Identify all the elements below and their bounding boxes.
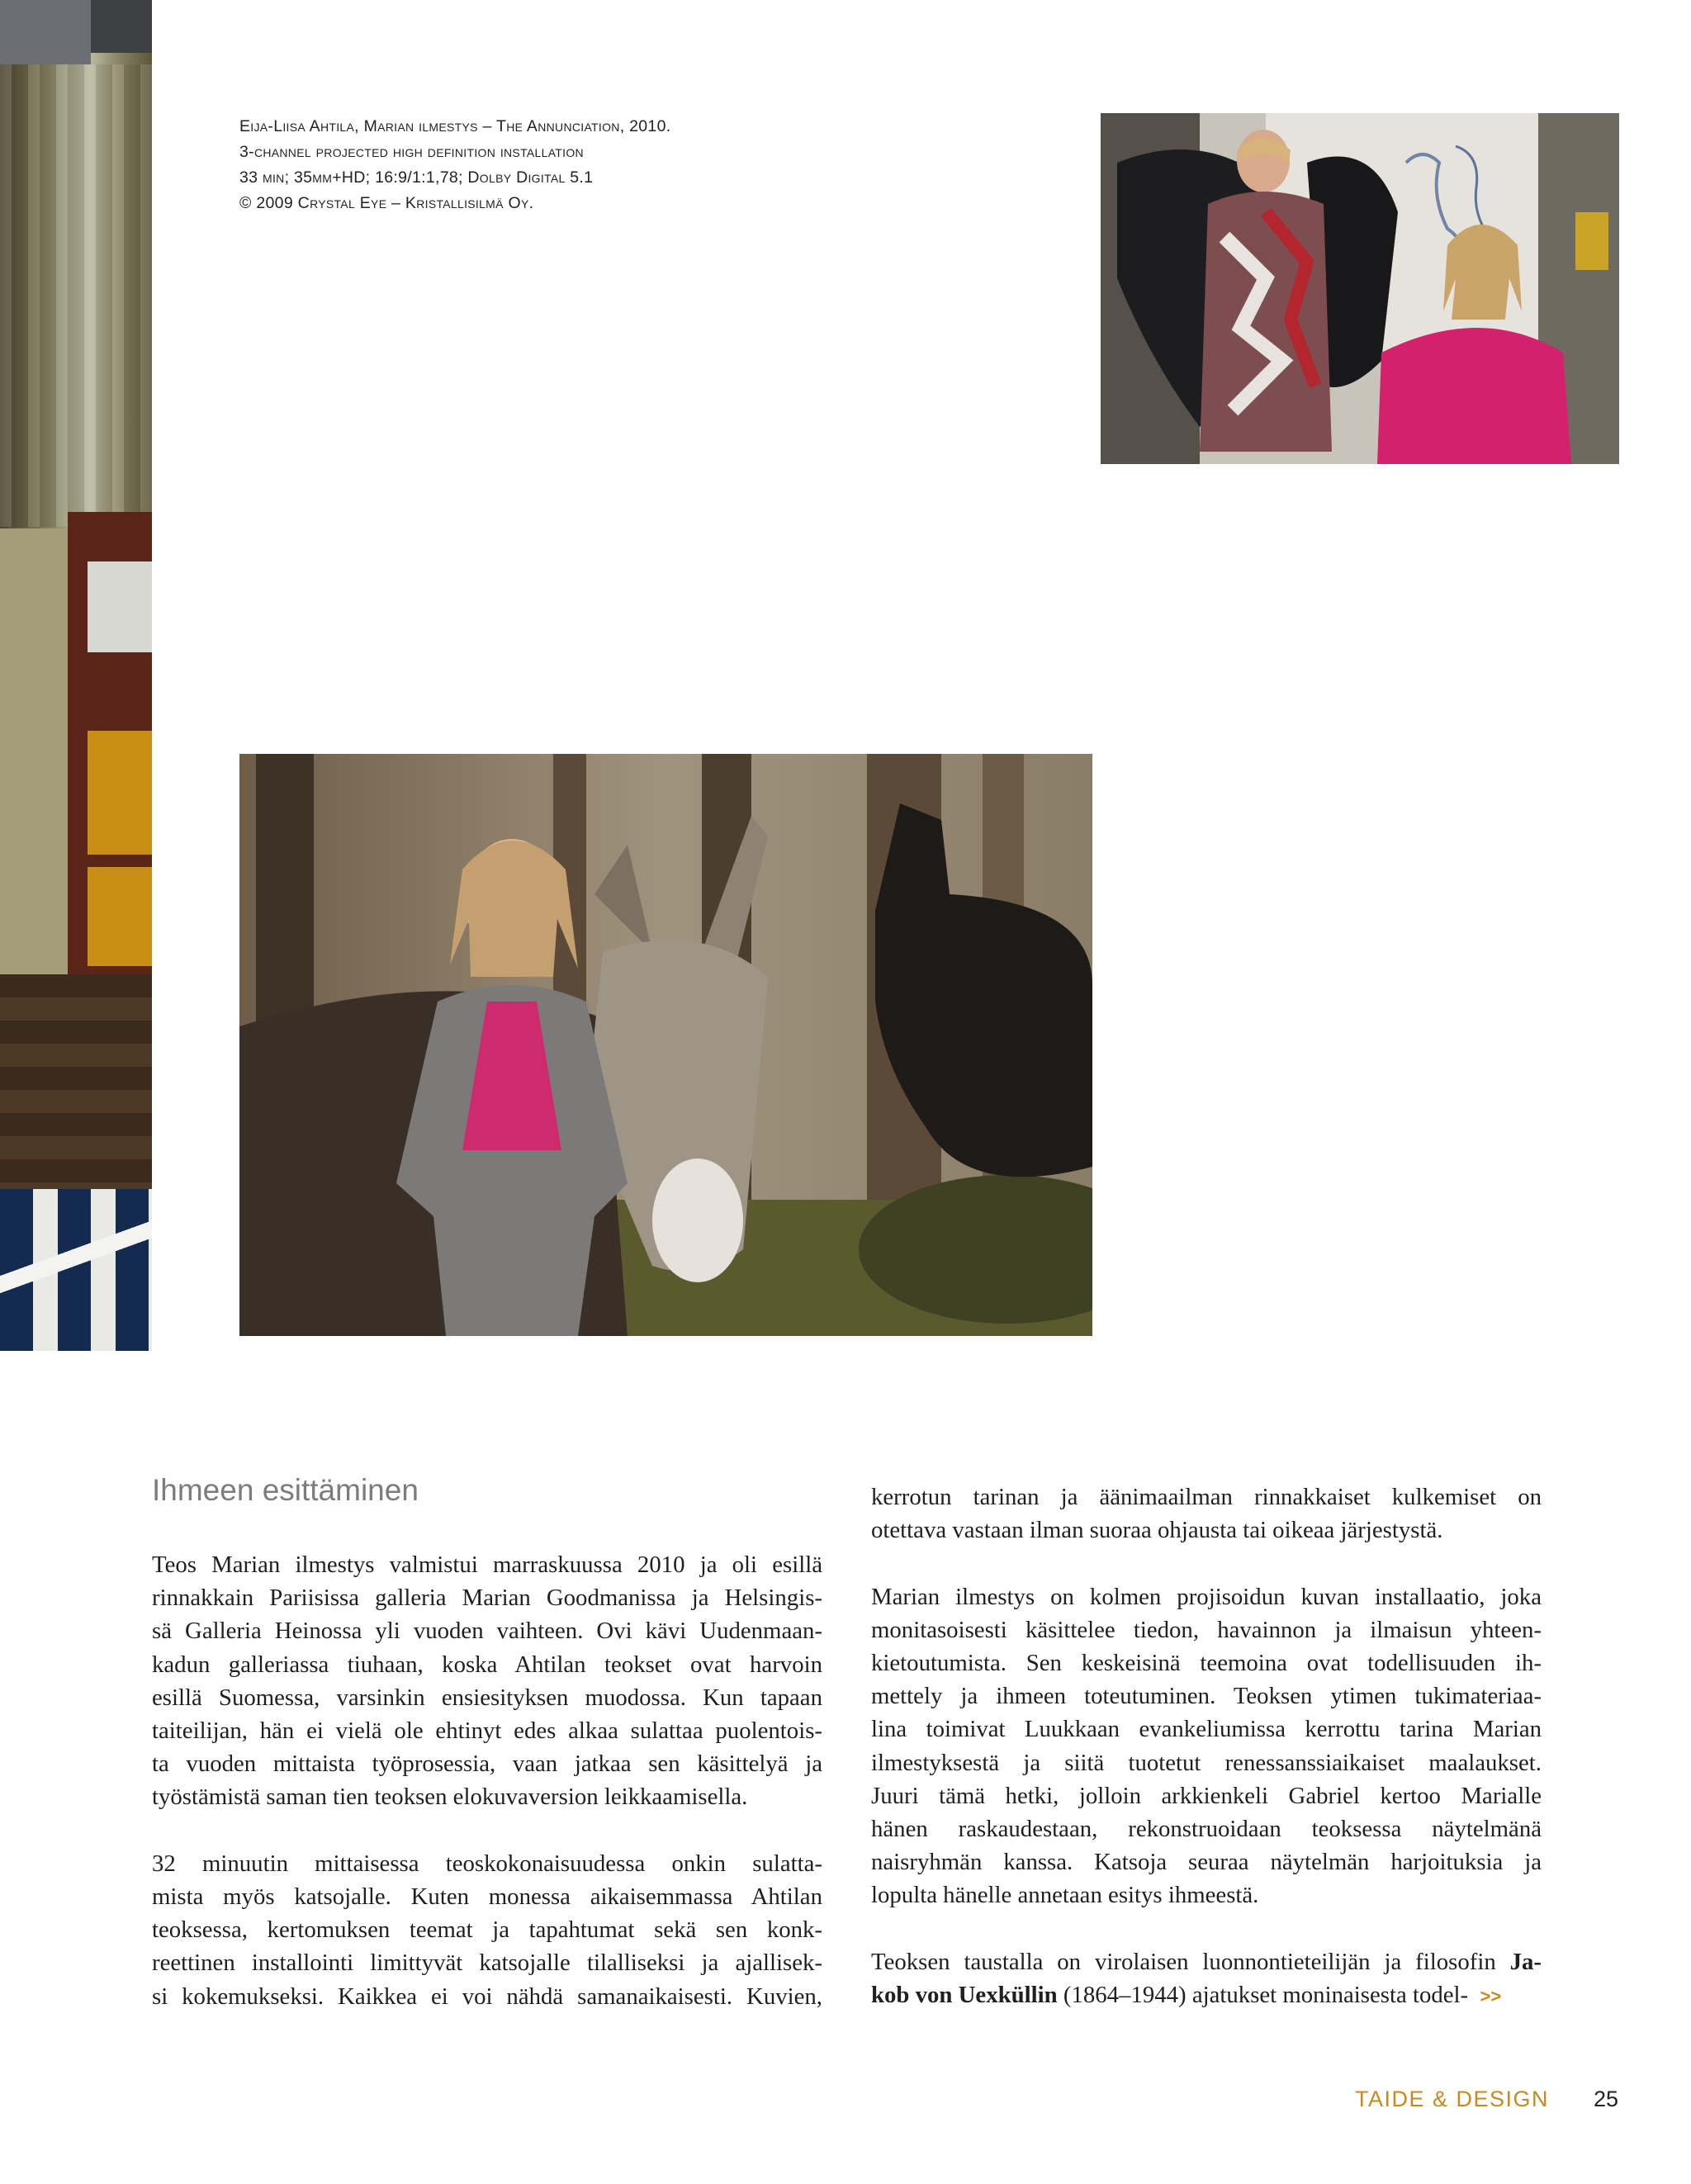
person-name: Ja- <box>1509 1948 1542 1975</box>
text-run: Teoksen taustalla on virolaisen luonnontieteilijän ja filosofin <box>871 1948 1510 1975</box>
text-line <box>871 1945 1542 1978</box>
text-line: lopulta hänelle annetaan esitys ihmeestä. <box>871 1882 1259 1909</box>
continue-arrow: >> <box>1480 1986 1502 2007</box>
striped-rug <box>0 1189 152 1351</box>
text-line: rinnakkain Pariisissa galleria Marian Goodmanissa ja Helsingis- <box>152 1585 822 1612</box>
body-column-right <box>871 1480 1542 2013</box>
text-line: Juuri tämä hetki, jolloin arkkienkeli Gabriel kertoo Marialle <box>871 1782 1542 1809</box>
curtain <box>0 64 152 527</box>
donkey-scene-illustration <box>239 754 1092 1336</box>
text-line: esillä Suomessa, varsinkin ensiesityksen muodossa. Kun tapaan <box>152 1684 822 1711</box>
paragraph <box>871 1480 1542 1547</box>
shelf-box-yellow <box>88 731 152 855</box>
wall <box>0 528 68 991</box>
text-line: ta vuoden mittaista työprosessia, vaan jatkaa sen käsittelyä ja <box>152 1751 822 1778</box>
bookshelf <box>68 512 152 974</box>
text-line: Marian ilmestys on kolmen projisoidun kuvan installaatio, joka <box>871 1583 1542 1610</box>
left-edge-photo <box>0 0 152 1351</box>
magazine-name: TAIDE & DESIGN <box>1355 2087 1550 2111</box>
text-line: työstämistä saman tien teoksen elokuvaversion leikkaamisella. <box>152 1784 748 1811</box>
shelf-object <box>88 561 152 652</box>
text-line: reettinen installointi limittyvät katsojalle tilalliseksi ja ajallisek- <box>152 1949 822 1977</box>
paragraph <box>871 1945 1542 2013</box>
text-line: ilmestyksestä ja siitä tuotetut renessanssiaikaiset maalaukset. <box>871 1749 1542 1776</box>
text-line <box>871 1978 1542 2013</box>
caption-line: 33 min; 35mm+HD; 16:9/1:1,78; Dolby Digital 5.1 <box>239 168 594 187</box>
text-line: naisryhmän kanssa. Katsoja seuraa näytelmän harjoituksia ja <box>871 1849 1542 1876</box>
text-line: lina toimivat Luukkaan evankeliumissa kerrottu tarina Marian <box>871 1716 1542 1743</box>
text-line: hänen raskaudestaan, rekonstruoidaan teoksessa näytelmänä <box>871 1816 1542 1843</box>
lamp-shade-dark <box>91 0 152 53</box>
text-run: (1864–1944) ajatukset moninaisesta todel- <box>1057 1982 1469 2009</box>
paragraph <box>152 1847 822 2013</box>
text-line: sä Galleria Heinossa yli vuoden vaihteen. Ovi kävi Uudenmaan- <box>152 1618 822 1645</box>
text-line: mista myös katsojalle. Kuten monessa aikaisemmassa Ahtilan <box>152 1883 822 1911</box>
angel-scene-illustration <box>1101 113 1619 464</box>
page-number: 25 <box>1594 2087 1619 2111</box>
caption-line: © 2009 Crystal Eye – Kristallisilmä Oy. <box>239 194 534 212</box>
paragraph <box>152 1548 822 1814</box>
text-line: teoksessa, kertomuksen teemat ja tapahtumat sekä sen konk- <box>152 1916 822 1944</box>
wooden-floor <box>0 974 152 1189</box>
shelf-box-yellow <box>88 867 152 966</box>
caption-line: 3-channel projected high definition installation <box>239 143 584 161</box>
text-line: kadun galleriassa tiuhaan, koska Ahtilan teokset ovat harvoin <box>152 1651 822 1678</box>
text-line: mettely ja ihmeen toteutuminen. Teoksen ytimen tukimateriaa- <box>871 1683 1542 1710</box>
text-line: si kokemukseksi. Kaikkea ei voi nähdä samanaikaisesti. Kuvien, <box>152 1983 822 2010</box>
text-line: kietoutumista. Sen keskeisinä teemoina ovat todellisuuden ih- <box>871 1650 1542 1676</box>
text-line: kerrotun tarinan ja äänimaailman rinnakkaiset kulkemiset on <box>871 1484 1542 1510</box>
section-headline: Ihmeen esittäminen <box>152 1473 419 1507</box>
caption-line: Eija-Liisa Ahtila, Marian ilmestys – The Annunciation, 2010. <box>239 117 671 135</box>
photo-angel-scene <box>1101 113 1619 464</box>
text-line: taiteilijan, hän ei vielä ole ehtinyt edes alkaa sulattaa puolentois- <box>152 1717 822 1745</box>
paragraph <box>871 1580 1542 1912</box>
lamp-shade <box>0 0 91 64</box>
photo-woman-with-donkeys <box>239 754 1092 1336</box>
text-line: monitasoisesti käsittelee tiedon, havainnon ja ilmaisun yhteen- <box>871 1616 1542 1643</box>
person-name: kob von Uexküllin <box>871 1982 1058 2009</box>
photo-caption <box>239 114 817 216</box>
text-line: Teos Marian ilmestys valmistui marraskuussa 2010 ja oli esillä <box>152 1552 822 1578</box>
text-line: otettava vastaan ilman suoraa ohjausta tai oikeaa järjestystä. <box>871 1517 1443 1544</box>
body-column-left <box>152 1548 822 2013</box>
text-line: 32 minuutin mittaisessa teoskokonaisuudessa onkin sulatta- <box>152 1850 822 1877</box>
